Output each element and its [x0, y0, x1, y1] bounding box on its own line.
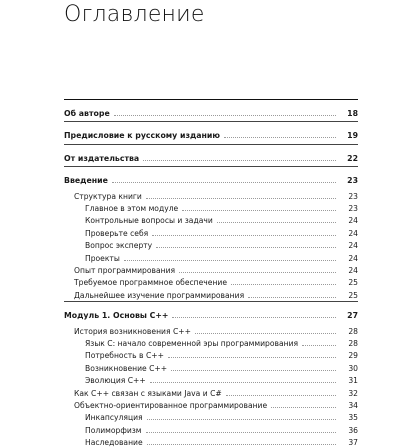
toc-entry[interactable] — [64, 387, 358, 399]
toc-entry-label: Эволюция C++ — [85, 376, 146, 386]
dot-leader — [147, 443, 336, 445]
dot-leader — [179, 271, 336, 273]
toc-entry[interactable] — [64, 374, 358, 386]
toc-entry-page-number: 25 — [348, 278, 358, 288]
toc-entry[interactable] — [64, 264, 358, 276]
toc-entry-label: Предисловие к русскому изданию — [64, 131, 220, 141]
toc-entry-page-number: 37 — [348, 438, 358, 448]
toc-entry-page-number: 28 — [348, 326, 358, 336]
dot-leader — [302, 344, 336, 346]
toc-entry-label: Дальнейшее изучение программирования — [74, 290, 245, 300]
dot-leader — [147, 418, 336, 420]
toc-entry-label: Контрольные вопросы и задачи — [85, 216, 213, 226]
toc-entry-label: Проекты — [85, 253, 120, 263]
toc-entry-page-number: 24 — [348, 228, 358, 238]
toc-entry-page-number: 23 — [347, 176, 358, 186]
dot-leader — [217, 221, 336, 223]
section-rule — [64, 99, 358, 100]
toc-entry[interactable] — [64, 276, 358, 288]
dot-leader — [172, 316, 336, 318]
toc-entry-page-number: 36 — [348, 425, 358, 435]
toc-entry[interactable] — [64, 436, 358, 448]
toc-entry-page-number: 24 — [348, 241, 358, 251]
toc-entry-label: Модуль 1. Основы C++ — [64, 311, 169, 321]
dot-leader — [248, 296, 336, 298]
toc-entry-label: Потребность в C++ — [85, 351, 164, 361]
dot-leader — [168, 356, 336, 358]
toc-entry-label: Возникновение C++ — [85, 363, 168, 373]
dot-leader — [171, 369, 336, 371]
toc-entry-page-number: 23 — [348, 204, 358, 213]
toc-entry-page-number: 24 — [348, 266, 358, 275]
section-rule — [64, 166, 358, 167]
toc-entry-page-number: 34 — [348, 401, 358, 410]
toc-entry[interactable] — [64, 411, 358, 423]
dot-leader — [112, 181, 336, 183]
toc-entry[interactable] — [64, 289, 358, 301]
dot-leader — [150, 381, 336, 383]
toc-entry[interactable] — [64, 239, 358, 251]
toc-entry-label: От издательства — [64, 153, 140, 163]
toc-entry-label: Об авторе — [64, 109, 110, 118]
dot-leader — [143, 159, 336, 161]
toc-entry[interactable] — [64, 129, 358, 141]
toc-entry-page-number: 35 — [348, 413, 358, 423]
toc-entry[interactable] — [64, 309, 358, 321]
toc-entry-page-number: 19 — [347, 131, 358, 141]
toc-entry[interactable] — [64, 227, 358, 239]
toc-entry-page-number: 24 — [348, 216, 358, 226]
toc-entry-label: Полиморфизм — [85, 425, 142, 435]
toc-entry-label: Структура книги — [74, 191, 142, 201]
page-title: Оглавление — [64, 2, 205, 27]
dot-leader — [271, 406, 336, 408]
toc-entry-label: Главное в этом модуле — [85, 204, 179, 213]
toc-entry-label: Как C++ связан с языками Java и C# — [74, 388, 222, 398]
dot-leader — [224, 136, 336, 138]
toc-entry-label: Язык C: начало современной эры программирования — [85, 339, 299, 348]
toc-entry[interactable] — [64, 399, 358, 411]
toc-entry[interactable] — [64, 107, 358, 119]
section-rule — [64, 121, 358, 122]
toc-entry[interactable] — [64, 190, 358, 202]
dot-leader — [114, 114, 336, 116]
toc-entry-page-number: 29 — [348, 351, 358, 361]
toc-entry[interactable] — [64, 174, 358, 186]
toc-entry[interactable] — [64, 252, 358, 264]
toc-entry[interactable] — [64, 202, 358, 214]
dot-leader — [156, 246, 336, 248]
toc-entry-page-number: 22 — [347, 153, 358, 163]
section-rule — [64, 144, 358, 145]
toc-entry-label: Инкапсуляция — [85, 413, 143, 423]
toc-entry-page-number: 28 — [348, 339, 358, 348]
toc-entry-label: Наследование — [85, 438, 143, 448]
dot-leader — [226, 394, 336, 396]
toc-entry-label: Объектно-ориентированное программирование — [74, 401, 268, 410]
dot-leader — [146, 197, 336, 199]
toc-entry[interactable] — [64, 152, 358, 164]
toc-entry-label: Вопрос эксперту — [85, 241, 153, 251]
toc-entry-page-number: 31 — [348, 376, 358, 386]
dot-leader — [146, 431, 336, 433]
toc-entry[interactable] — [64, 424, 358, 436]
toc-entry-page-number: 27 — [347, 311, 358, 321]
dot-leader — [152, 234, 336, 236]
toc-entry-page-number: 24 — [348, 253, 358, 263]
dot-leader — [182, 209, 336, 211]
dot-leader — [195, 332, 336, 334]
toc-entry-label: Опыт программирования — [74, 266, 176, 275]
toc-entry-label: Требуемое программное обеспечение — [74, 278, 228, 288]
toc-entry[interactable] — [64, 325, 358, 337]
toc-entry-page-number: 25 — [348, 290, 358, 300]
toc-entry[interactable] — [64, 337, 358, 349]
toc-entry[interactable] — [64, 362, 358, 374]
toc-entry-label: Введение — [64, 176, 108, 186]
toc-entry-page-number: 30 — [348, 363, 358, 373]
toc-entry-page-number: 32 — [348, 388, 358, 398]
toc-entry[interactable] — [64, 349, 358, 361]
toc-entry[interactable] — [64, 214, 358, 226]
toc-entry-page-number: 23 — [348, 191, 358, 201]
toc-entry-page-number: 18 — [347, 109, 358, 118]
section-rule — [64, 301, 358, 302]
dot-leader — [124, 259, 336, 261]
toc-entry-label: История возникновения C++ — [74, 326, 191, 336]
toc-entry-label: Проверьте себя — [85, 228, 149, 238]
dot-leader — [231, 283, 336, 285]
